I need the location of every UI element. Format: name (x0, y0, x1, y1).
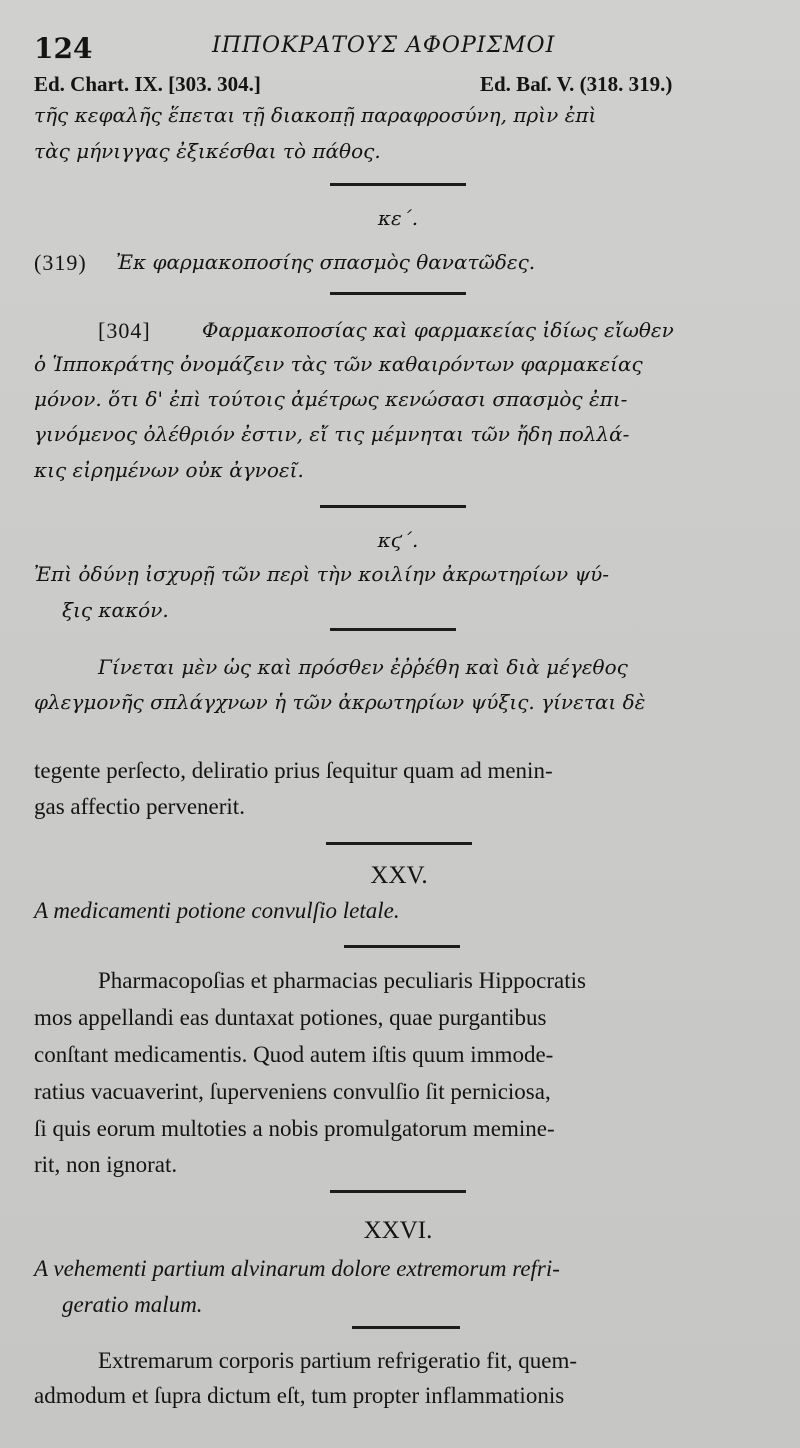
latin-commentary-line: Pharmacopoſias et pharmacias peculiaris Hippocratis (98, 968, 586, 993)
greek-commentary-line: μόνον. ὅτι δ' ἐπὶ τούτοις ἀμέτρως κενώσασι σπασμὸς ἐπι- (34, 387, 628, 411)
latin-intro-line: gas affectio pervenerit. (34, 794, 245, 819)
greek-commentary-line: γινόμενος ὀλέθριόν ἐστιν, εἴ τις μέμνηται τῶν ἤδη πολλά- (34, 422, 630, 446)
latin-aphorism-text: geratio malum. (62, 1292, 203, 1317)
section-divider (330, 628, 456, 631)
greek-commentary-line: φλεγμονῆς σπλάγχνων ἡ τῶν ἀκρωτηρίων ψύξις. γίνεται δὲ (34, 690, 646, 714)
latin-commentary-line: ratius vacuaverint, ſuperveniens convulſio ſit perniciosa, (34, 1079, 551, 1104)
greek-commentary-line: ὁ Ἱπποκράτης ὀνομάζειν τὰς τῶν καθαιρόντων φαρμακείας (34, 352, 643, 376)
greek-aphorism-number: κε΄. (377, 206, 419, 230)
latin-aphorism-number: XXV. (370, 862, 428, 889)
greek-aphorism-text: ξις κακόν. (62, 598, 169, 622)
page-reference: [304] (98, 318, 151, 343)
section-divider (320, 505, 466, 508)
section-divider (330, 183, 466, 186)
greek-intro-line: τῆς κεφαλῆς ἕπεται τῇ διακοπῇ παραφροσύνη, πρὶν ἐπὶ (34, 103, 597, 127)
edition-reference-right: Ed. Baſ. V. (318. 319.) (480, 72, 673, 96)
page-reference: (319) (34, 250, 87, 275)
section-divider (330, 292, 466, 295)
section-divider (344, 945, 460, 948)
page-number: 124 (34, 32, 93, 65)
latin-aphorism-number: XXVI. (363, 1217, 433, 1244)
greek-aphorism-text: Ἐκ φαρμακοποσίης σπασμὸς θανατῶδες. (116, 250, 536, 274)
edition-reference-left: Ed. Chart. IX. [303. 304.] (34, 72, 261, 96)
latin-aphorism-text: A vehementi partium alvinarum dolore extremorum refri- (34, 1256, 560, 1281)
latin-intro-line: tegente perſecto, deliratio prius ſequitur quam ad menin- (34, 758, 553, 783)
latin-commentary-line: conſtant medicamentis. Quod autem iſtis quum immode- (34, 1042, 554, 1067)
section-divider (330, 1190, 466, 1193)
greek-aphorism-text: Ἐπὶ ὀδύνῃ ἰσχυρῇ τῶν περὶ τὴν κοιλίην ἀκρωτηρίων ψύ- (34, 562, 610, 586)
greek-commentary-line: Φαρμακοποσίας καὶ φαρμακείας ἰδίως εἴωθεν (202, 318, 674, 342)
greek-commentary-line: κις εἰρημένων οὐκ ἀγνοεῖ. (34, 458, 304, 482)
latin-commentary-line: mos appellandi eas duntaxat potiones, quae purgantibus (34, 1005, 547, 1030)
latin-commentary-line: ſi quis eorum multoties a nobis promulgatorum memine- (34, 1116, 555, 1141)
greek-commentary-line: Γίνεται μὲν ὡς καὶ πρόσθεν ἐῤῥέθη καὶ διὰ μέγεθος (98, 655, 628, 679)
running-title: ΙΠΠΟΚΡΑΤΟΥΣ ΑΦΟΡΙΣΜΟΙ (212, 33, 556, 58)
latin-aphorism-text: A medicamenti potione convulſio letale. (34, 898, 400, 923)
section-divider (326, 842, 472, 845)
greek-aphorism-number: κϛ΄. (377, 528, 419, 552)
greek-intro-line: τὰς μήνιγγας ἐξικέσθαι τὸ πάθος. (34, 139, 381, 163)
latin-commentary-line: Extremarum corporis partium refrigeratio fit, quem- (98, 1348, 577, 1373)
latin-commentary-line: rit, non ignorat. (34, 1152, 178, 1177)
latin-commentary-line: admodum et ſupra dictum eſt, tum propter inflammationis (34, 1383, 565, 1408)
section-divider (352, 1326, 460, 1329)
